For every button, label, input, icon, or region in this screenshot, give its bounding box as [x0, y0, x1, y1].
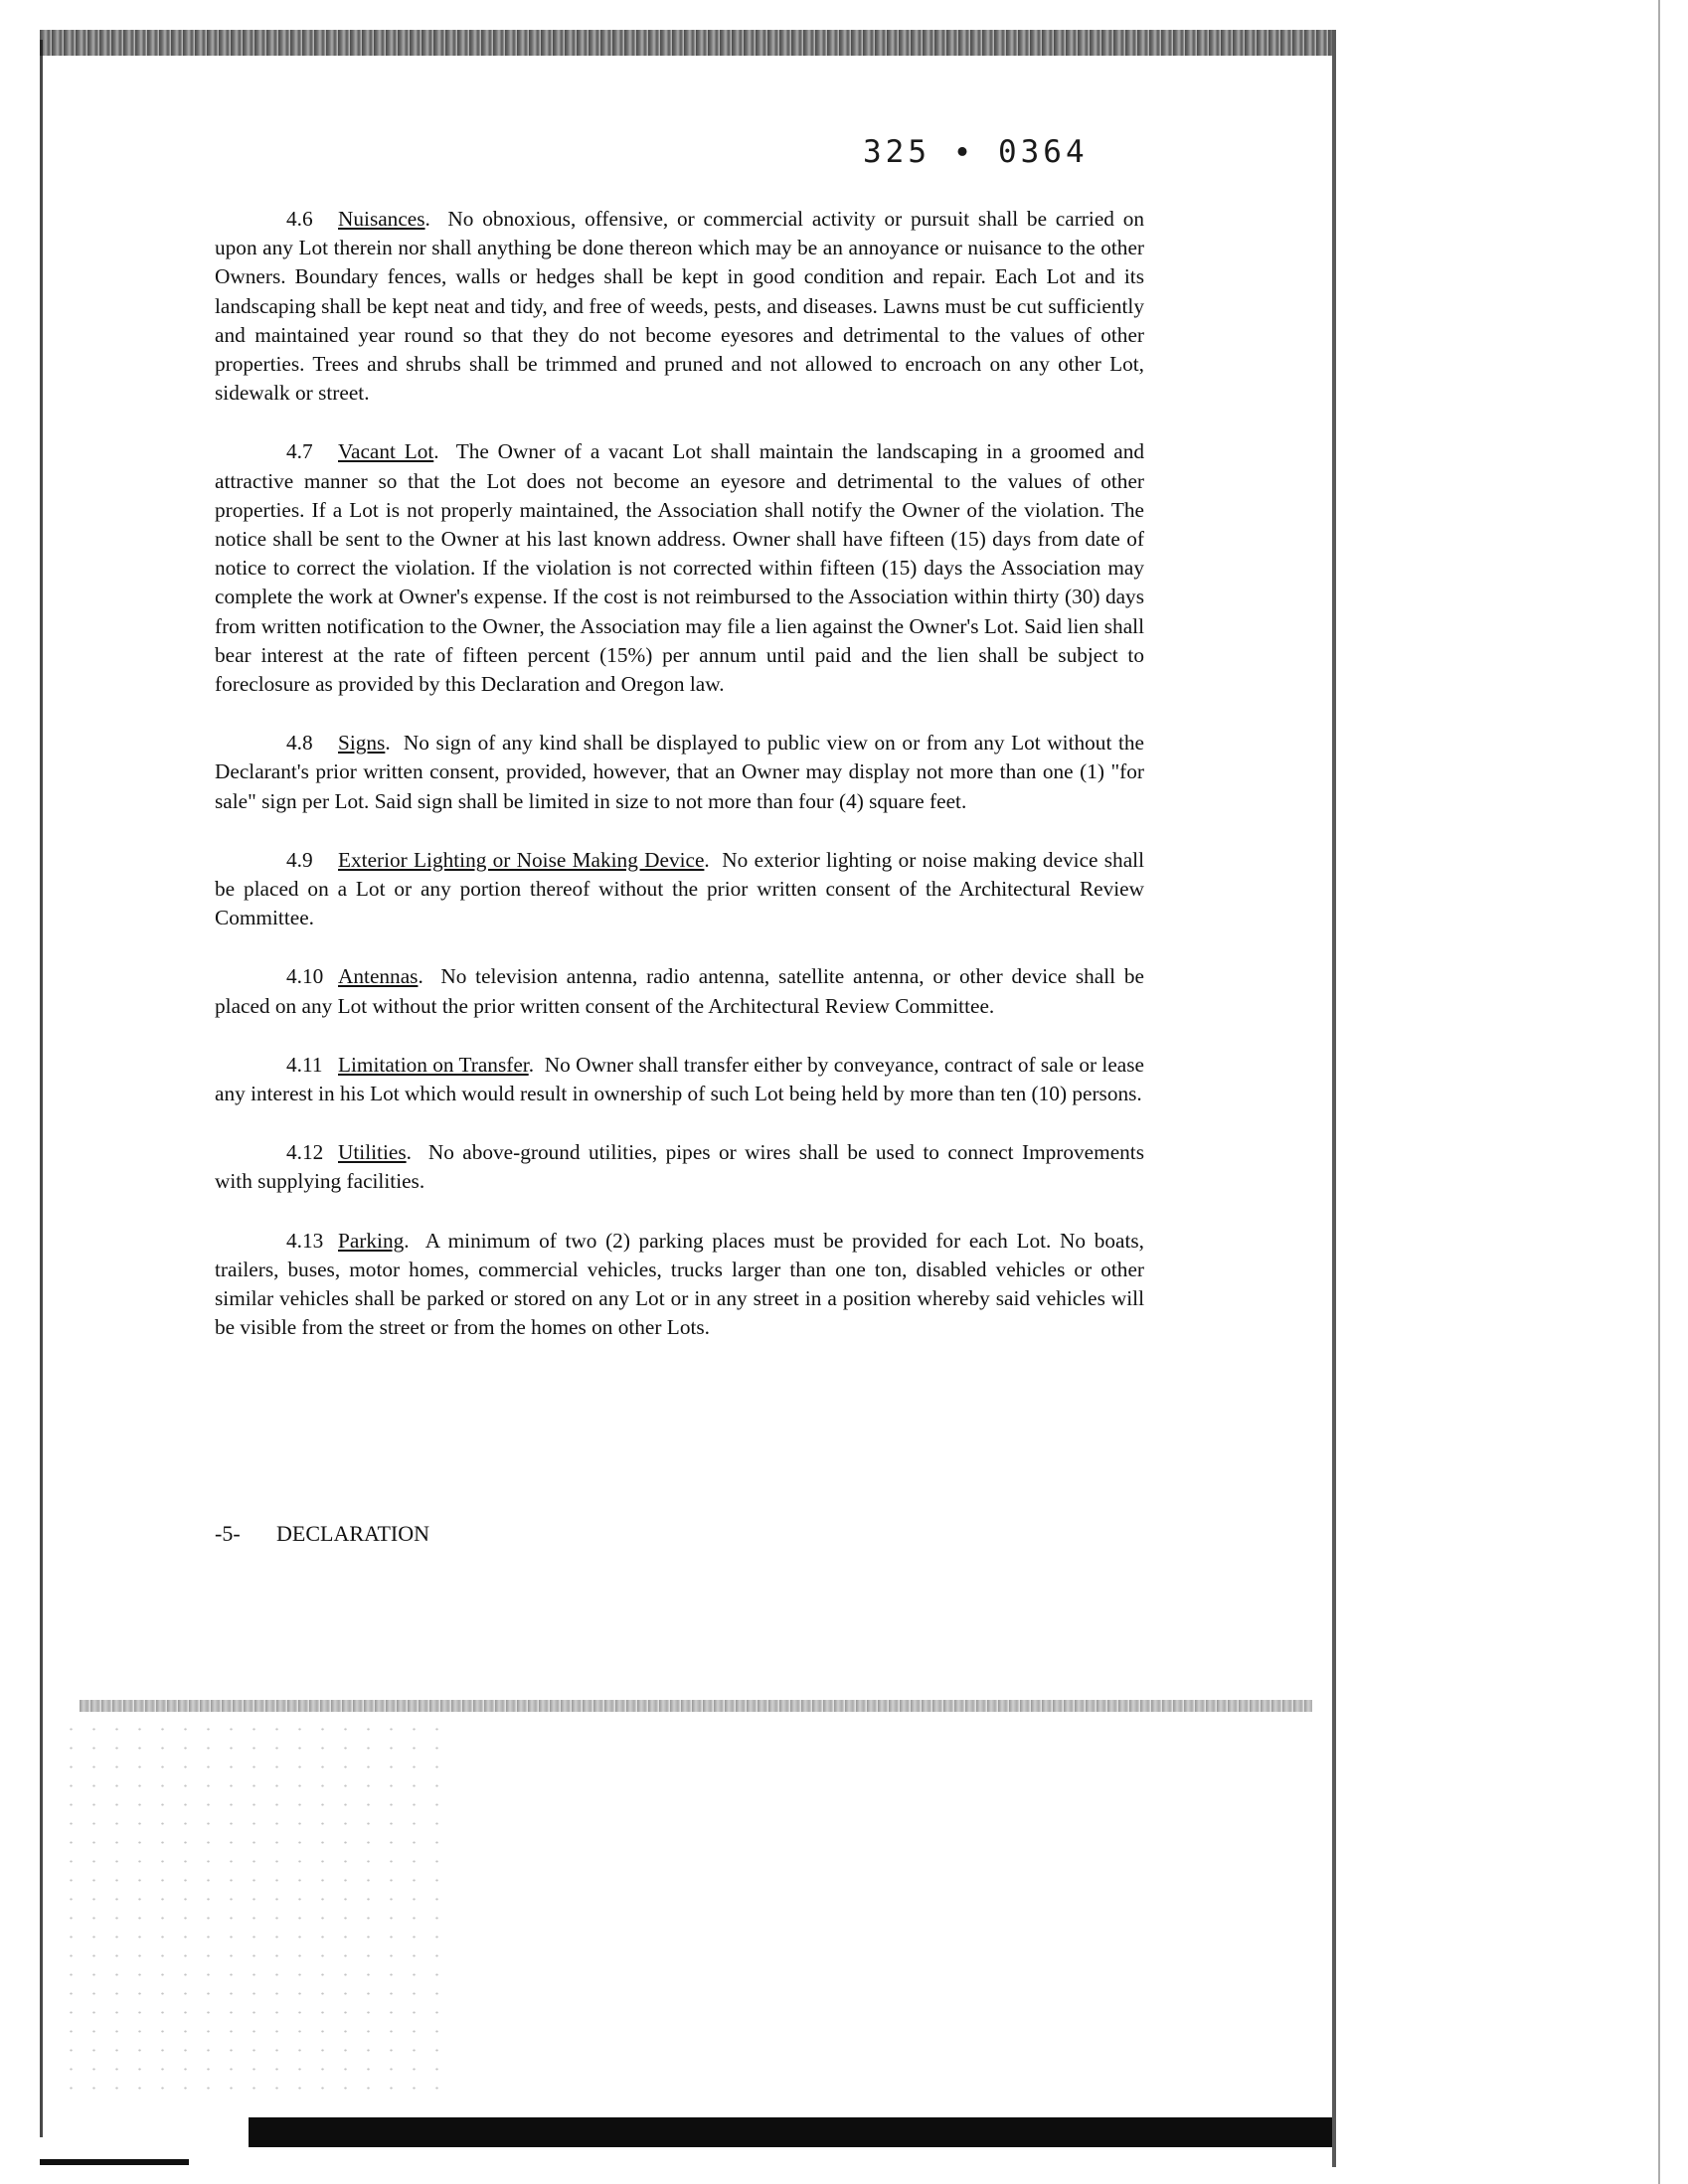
section-number: 4.8 [286, 731, 313, 756]
section-vacant-lot: 4.7 Vacant Lot. The Owner of a vacant Lot shall maintain the landscaping in a groomed and attractive manner so that the Lot does not become an eyesore and detrimental to the values of other properties. If a Lot is not properly maintained, the Association shall notify the Owner of the violation. The notice shall be sent to the Owner at his last known address. Owner shall have fifteen (15) days from date of notice to correct the violation. If the violation is not corrected within fifteen (15) days the Association may complete the work at Owner's expense. If the cost is not reimbursed to the Association within thirty (30) days from written notification to the Owner, the Association may file a lien against the Owner's Lot. Said lien shall bear interest at the rate of fifteen percent (15%) per annum until paid and the lien shall be subject to foreclosure as provided by this Declaration and Oregon law. [215, 439, 1144, 697]
section-text: No Owner shall transfer either by conveyance, contract of sale or lease any interest in his Lot which would result in ownership of such Lot being held by more than ten (10) persons. [215, 1052, 1144, 1106]
scan-speckles [60, 1720, 457, 2098]
section-title: Parking [338, 1228, 405, 1253]
section-title: Antennas [338, 964, 419, 989]
section-number: 4.9 [286, 847, 313, 872]
section-signs: 4.8 Signs. No sign of any kind shall be displayed to public view on or from any Lot without the Declarant's prior written consent, provided, however, that an Owner may display not more than one (1) "for sale" sign per Lot. Said sign shall be limited in size to not more than four (4) square feet. [215, 731, 1144, 813]
section-exterior-lighting: 4.9 Exterior Lighting or Noise Making Device. No exterior lighting or noise making device shall be placed on a Lot or any portion thereof without the prior written consent of the Architectural Review Committee. [215, 847, 1144, 930]
section-title: Utilities [338, 1140, 407, 1165]
section-text: No television antenna, radio antenna, satellite antenna, or other device shall be placed on any Lot without the prior written consent of the Architectural Review Committee. [215, 964, 1144, 1018]
section-title: Signs [338, 731, 386, 756]
footer-label: DECLARATION [276, 1521, 429, 1546]
section-number: 4.11 [286, 1052, 323, 1077]
scan-border-right [1332, 30, 1336, 2167]
footer-page-number: -5- [215, 1521, 241, 1546]
section-title: Limitation on Transfer [338, 1052, 529, 1077]
section-parking: 4.13 Parking. A minimum of two (2) parking places must be provided for each Lot. No boats, trailers, buses, motor homes, commercial vehicles, trucks larger than one ton, disabled vehicles or other similar vehicles shall be parked or stored on any Lot or in any street in a position whereby said vehicles will be visible from the street or from the homes on other Lots. [215, 1228, 1144, 1340]
document-body [215, 205, 1144, 1373]
section-number: 4.10 [286, 964, 324, 989]
scan-middle-band [80, 1700, 1312, 1712]
scan-border-far-right [1658, 0, 1660, 2184]
section-text: No obnoxious, offensive, or commercial activity or pursuit shall be carried on upon any Lot therein nor shall anything be done thereon which may be an annoyance or nuisance to the other Owners. Boundary fences, walls or hedges shall be kept in good condition and repair. Each Lot and its landscaping shall be kept neat and tidy, and free of weeds, pests, and diseases. Lawns must be cut sufficiently and maintained year round so that they do not become eyesores and detrimental to the values of other properties. Trees and shrubs shall be trimmed and pruned and not allowed to encroach on any other Lot, sidewalk or street. [215, 207, 1144, 406]
section-nuisances: 4.6 Nuisances. No obnoxious, offensive, or commercial activity or pursuit shall be carried on upon any Lot therein nor shall anything be done thereon which may be an annoyance or nuisance to the other Owners. Boundary fences, walls or hedges shall be kept in good condition and repair. Each Lot and its landscaping shall be kept neat and tidy, and free of weeds, pests, and diseases. Lawns must be cut sufficiently and maintained year round so that they do not become eyesores and detrimental to the values of other properties. Trees and shrubs shall be trimmed and pruned and not allowed to encroach on any other Lot, sidewalk or street. [215, 207, 1144, 406]
section-antennas: 4.10 Antennas. No television antenna, radio antenna, satellite antenna, or other device shall be placed on any Lot without the prior written consent of the Architectural Review Committee. [215, 964, 1144, 1018]
scan-bottom-band [249, 2117, 1332, 2147]
section-text: The Owner of a vacant Lot shall maintain the landscaping in a groomed and attractive manner so that the Lot does not become an eyesore and detrimental to the values of other properties. If a Lot is not properly maintained, the Association shall notify the Owner of the violation. The notice shall be sent to the Owner at his last known address. Owner shall have fifteen (15) days from date of notice to correct the violation. If the violation is not corrected within fifteen (15) days the Association may complete the work at Owner's expense. If the cost is not reimbursed to the Association within thirty (30) days from written notification to the Owner, the Association may file a lien against the Owner's Lot. Said lien shall bear interest at the rate of fifteen percent (15%) per annum until paid and the lien shall be subject to foreclosure as provided by this Declaration and Oregon law. [215, 439, 1144, 697]
section-text: No sign of any kind shall be displayed to public view on or from any Lot without the Declarant's prior written consent, provided, however, that an Owner may display not more than one (1) "for sale" sign per Lot. Said sign shall be limited in size to not more than four (4) square feet. [215, 731, 1144, 813]
section-utilities: 4.12 Utilities. No above-ground utilities, pipes or wires shall be used to connect Improvements with supplying facilities. [215, 1140, 1144, 1194]
section-number: 4.13 [286, 1228, 324, 1253]
section-number: 4.7 [286, 439, 313, 464]
section-number: 4.12 [286, 1140, 324, 1165]
section-title: Exterior Lighting or Noise Making Device [338, 847, 705, 872]
section-text: No exterior lighting or noise making device shall be placed on a Lot or any portion thereof without the prior written consent of the Architectural Review Committee. [215, 847, 1144, 930]
section-limitation-on-transfer: 4.11 Limitation on Transfer. No Owner shall transfer either by conveyance, contract of sale or lease any interest in his Lot which would result in ownership of such Lot being held by more than ten (10) persons. [215, 1052, 1144, 1106]
scan-border-left [40, 40, 43, 2137]
section-title: Vacant Lot [338, 439, 434, 464]
document-number: 325 ∙ 0364 [863, 134, 1089, 170]
section-text: A minimum of two (2) parking places must be provided for each Lot. No boats, trailers, buses, motor homes, commercial vehicles, trucks larger than one ton, disabled vehicles or other similar vehicles shall be parked or stored on any Lot or in any street in a position whereby said vehicles will be visible from the street or from the homes on other Lots. [215, 1228, 1144, 1340]
scan-bottom-left-mark [40, 2159, 189, 2165]
scan-border-top [40, 30, 1332, 56]
section-title: Nuisances [338, 207, 425, 231]
section-number: 4.6 [286, 207, 313, 231]
page-footer [215, 1521, 429, 1547]
section-text: No above-ground utilities, pipes or wires shall be used to connect Improvements with supplying facilities. [215, 1140, 1144, 1194]
